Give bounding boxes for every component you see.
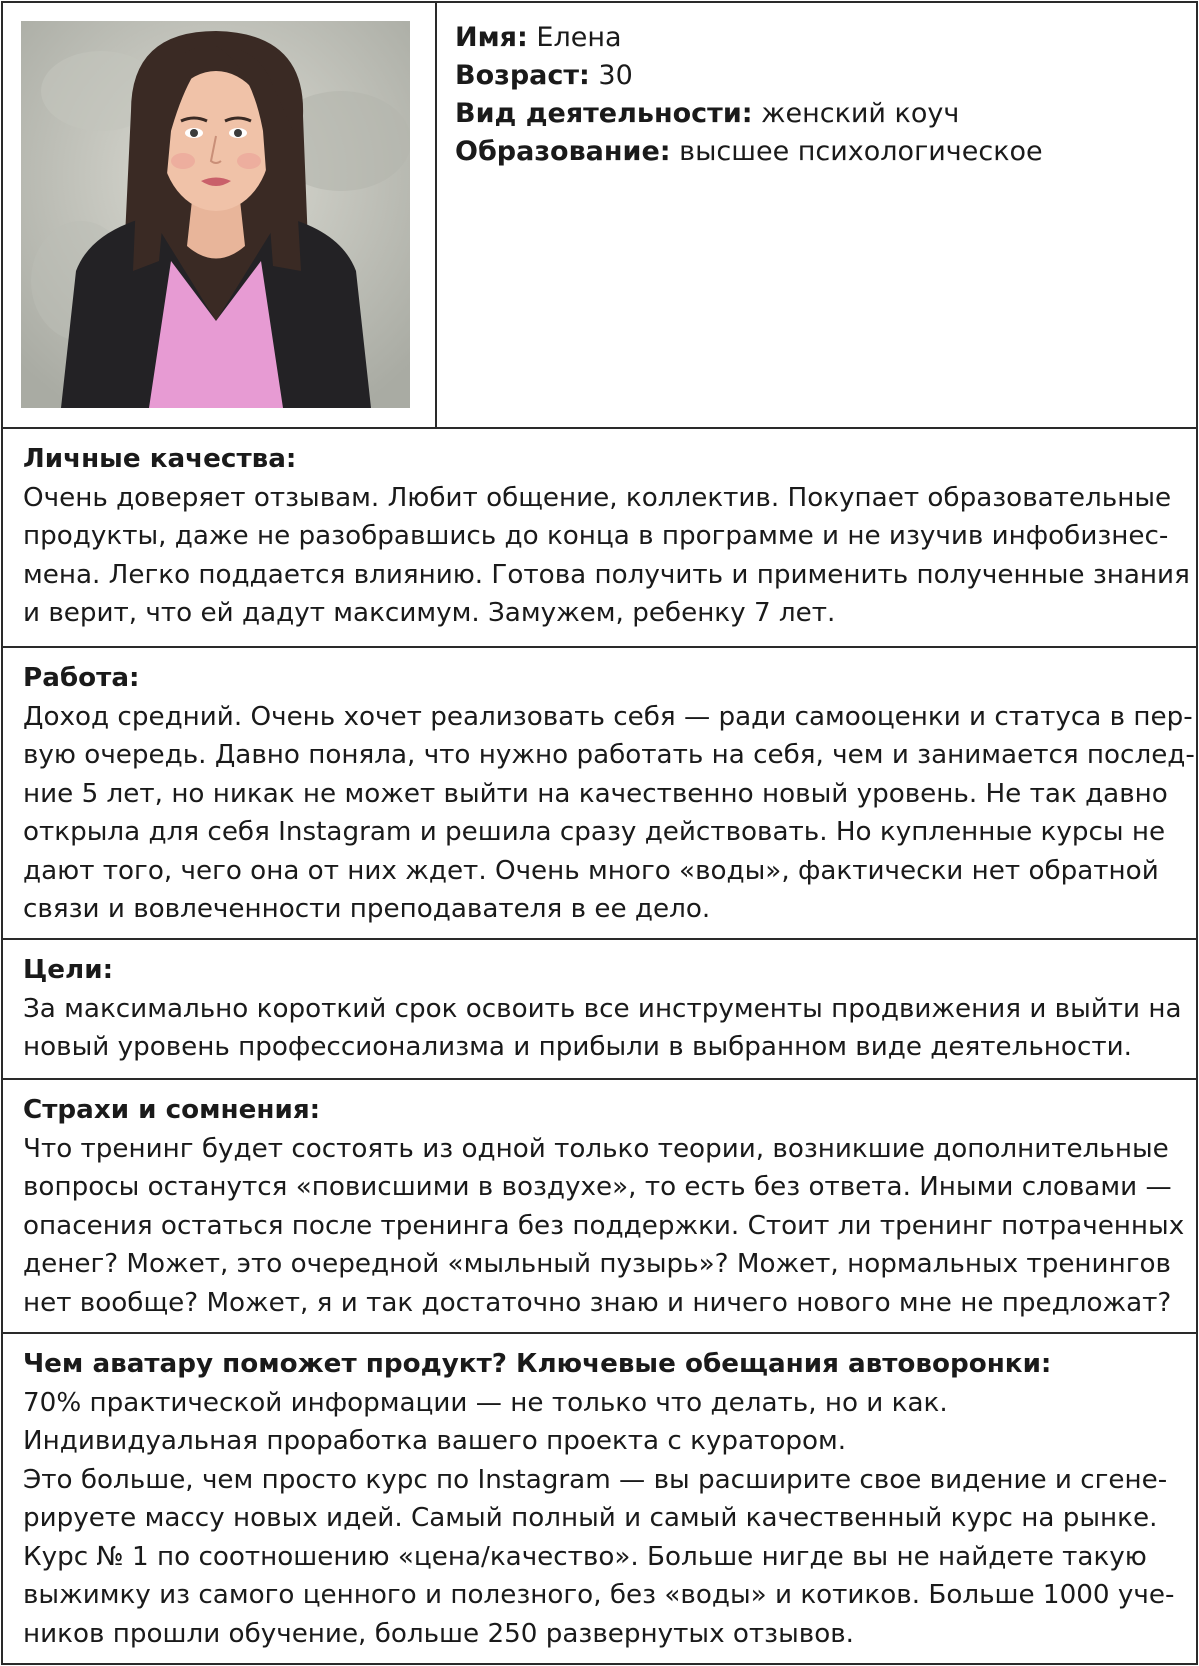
age-label: Возраст: (455, 60, 590, 91)
promises-section (3, 1334, 1196, 1665)
age-value: 30 (598, 60, 633, 91)
fears-line: Что тренинг будет состоять из одной только теории, возникшие дополнительные (23, 1133, 1169, 1164)
work-line: Доход средний. Очень хочет реализовать себя — ради самооценки и статуса в пер- (23, 701, 1193, 732)
occupation-label: Вид деятельности: (455, 98, 753, 129)
promises-line: 70% практической информации — не только что делать, но и как. (23, 1387, 948, 1418)
fears-heading: Страхи и сомнения: (23, 1095, 321, 1125)
qualities-line: продукты, даже не разобравшись до конца в программе и не изучив инфобизнес- (23, 521, 1169, 551)
work-line: связи и вовлеченности преподавателя в ее дело. (23, 894, 711, 924)
qualities-line: Очень доверяет отзывам. Любит общение, коллектив. Покупает образовательные (23, 482, 1172, 513)
goals-section (3, 940, 1196, 1080)
promises-line: выжимку из самого ценного и полезного, без «воды» и котиков. Больше 1000 уче- (23, 1580, 1175, 1610)
work-section (3, 648, 1196, 940)
profile-row (3, 3, 1196, 429)
fears-section (3, 1080, 1196, 1334)
qualities-heading: Личные качества: (23, 444, 297, 474)
persona-card (1, 1, 1198, 1665)
work-line: открыла для себя Instagram и решила сразу действовать. Но купленные курсы не (23, 817, 1166, 847)
fears-line: вопросы останутся «повисшими в воздухе», то есть без ответа. Иными словами — (23, 1172, 1172, 1202)
name-line (455, 19, 1186, 57)
occupation-value: женский коуч (761, 98, 960, 129)
work-line: дают того, чего она от них ждет. Очень много «воды», фактически нет обратной (23, 855, 1159, 886)
portrait-image (21, 21, 410, 408)
promises-heading: Чем аватару поможет продукт? Ключевые обещания автоворонки: (23, 1349, 1052, 1379)
education-label: Образование: (455, 136, 671, 167)
promises-line: Это больше, чем просто курс по Instagram — вы расширите свое видение и сгене- (23, 1464, 1168, 1495)
promises-line: ников прошли обучение, больше 250 развернутых отзывов. (23, 1618, 854, 1649)
education-line (455, 133, 1186, 171)
education-value: высшее психологическое (679, 136, 1043, 167)
photo-cell (3, 3, 437, 427)
fears-line: денег? Может, это очередной «мыльный пузырь»? Может, нормальных тренингов (23, 1249, 1171, 1279)
qualities-section (3, 429, 1196, 648)
goals-heading: Цели: (23, 955, 114, 985)
goals-line: новый уровень профессионализма и прибыли в выбранном виде деятельности. (23, 1032, 1132, 1062)
age-line (455, 57, 1186, 95)
work-heading: Работа: (23, 663, 140, 693)
work-line: ние 5 лет, но никак не может выйти на качественно новый уровень. Не так давно (23, 778, 1168, 809)
fears-line: опасения остаться после тренинга без поддержки. Стоит ли тренинг потраченных (23, 1210, 1185, 1241)
goals-line: За максимально короткий срок освоить все инструменты продвижения и выйти на (23, 993, 1182, 1024)
profile-info (455, 19, 1186, 171)
name-label: Имя: (455, 22, 528, 53)
work-line: вую очередь. Давно поняла, что нужно работать на себя, чем и занимается послед- (23, 740, 1195, 770)
qualities-line: и верит, что ей дадут максимум. Замужем, ребенку 7 лет. (23, 598, 836, 628)
name-value: Елена (536, 22, 622, 53)
promises-line: рируете массу новых идей. Самый полный и самый качественный курс на рынке. (23, 1503, 1158, 1533)
promises-line: Курс № 1 по соотношению «цена/качество». Больше нигде вы не найдете такую (23, 1541, 1147, 1572)
promises-line: Индивидуальная проработка вашего проекта с куратором. (23, 1426, 847, 1456)
fears-line: нет вообще? Может, я и так достаточно знаю и ничего нового мне не предложат? (23, 1287, 1172, 1318)
occupation-line (455, 95, 1186, 133)
qualities-line: мена. Легко поддается влиянию. Готова получить и применить полученные знания (23, 559, 1190, 590)
